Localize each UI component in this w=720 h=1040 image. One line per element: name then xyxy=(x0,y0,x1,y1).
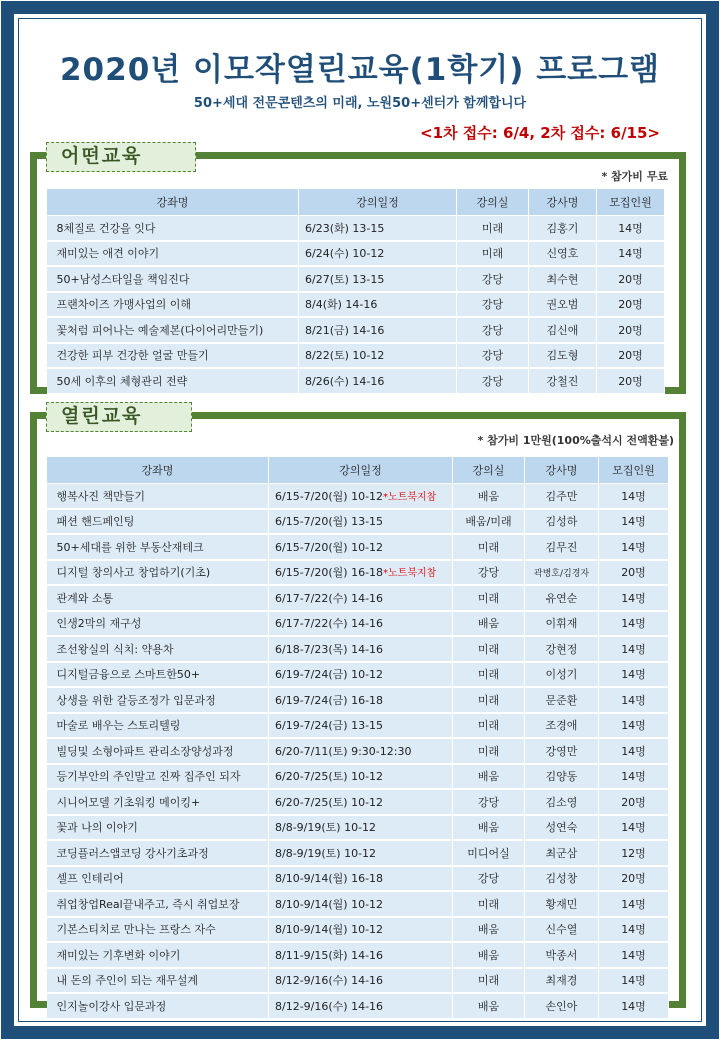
course-room: 배움 xyxy=(453,611,525,637)
course-name: 50+남성스타일을 책임진다 xyxy=(47,266,299,292)
course-capacity: 14명 xyxy=(599,534,669,560)
table-row xyxy=(47,662,669,688)
table-row xyxy=(47,585,669,611)
schedule-text: 6/18-7/23(목) 14-16 xyxy=(275,642,384,656)
course-room: 배움 xyxy=(453,942,525,968)
course-instructor: 김양동 xyxy=(525,764,599,790)
course-name: 8체질로 건강을 잇다 xyxy=(47,216,299,241)
course-name: 상생을 위한 갈등조정가 입문과정 xyxy=(47,687,269,713)
course-room: 미래 xyxy=(453,891,525,917)
course-schedule xyxy=(269,611,453,637)
schedule-text: 8/12-9/16(수) 14-16 xyxy=(275,999,384,1013)
course-capacity: 20명 xyxy=(597,343,665,369)
table-row xyxy=(47,292,665,318)
course-capacity: 14명 xyxy=(599,713,669,739)
course-capacity: 20명 xyxy=(597,266,665,292)
course-capacity: 14명 xyxy=(599,509,669,535)
course-schedule xyxy=(269,560,453,586)
course-instructor: 문준환 xyxy=(525,687,599,713)
course-capacity: 14명 xyxy=(599,738,669,764)
course-schedule xyxy=(269,993,453,1019)
course-name: 50세 이후의 체형관리 전략 xyxy=(47,368,299,394)
course-instructor: 강현정 xyxy=(525,636,599,662)
course-name: 관계와 소통 xyxy=(47,585,269,611)
course-name: 재미있는 기후변화 이야기 xyxy=(47,942,269,968)
course-capacity: 14명 xyxy=(599,636,669,662)
table-row xyxy=(47,317,665,343)
course-room: 배움 xyxy=(453,917,525,943)
table-row xyxy=(47,266,665,292)
course-schedule: 6/23(화) 13-15 xyxy=(299,216,457,241)
course-name: 기본스티치로 만나는 프랑스 자수 xyxy=(47,917,269,943)
header-course: 강좌명 xyxy=(47,457,269,484)
course-instructor: 최수현 xyxy=(529,266,597,292)
course-name: 인지놀이강사 입문과정 xyxy=(47,993,269,1019)
course-capacity: 14명 xyxy=(599,968,669,994)
schedule-text: 8/8-9/19(토) 10-12 xyxy=(275,821,377,835)
course-room: 배움 xyxy=(453,815,525,841)
course-instructor: 김도형 xyxy=(529,343,597,369)
course-name: 재미있는 애견 이야기 xyxy=(47,241,299,267)
course-instructor: 조경애 xyxy=(525,713,599,739)
table-row xyxy=(47,891,669,917)
header-room: 강의실 xyxy=(457,189,529,216)
course-name: 건강한 피부 건강한 얼굴 만들기 xyxy=(47,343,299,369)
table-row xyxy=(47,534,669,560)
header-course: 강좌명 xyxy=(47,189,299,216)
course-capacity: 14명 xyxy=(599,815,669,841)
course-instructor: 김성창 xyxy=(525,866,599,892)
course-instructor: 손인아 xyxy=(525,993,599,1019)
table-row xyxy=(47,368,665,394)
header-capacity: 모집인원 xyxy=(599,457,669,484)
course-instructor: 김무진 xyxy=(525,534,599,560)
schedule-text: 6/19-7/24(금) 16-18 xyxy=(275,693,384,707)
course-capacity: 14명 xyxy=(599,585,669,611)
course-room: 강당 xyxy=(457,266,529,292)
course-room: 미디어실 xyxy=(453,840,525,866)
fee-note-1: * 참가비 무료 xyxy=(601,170,668,183)
course-room: 강당 xyxy=(453,789,525,815)
course-name: 행복사진 책만들기 xyxy=(47,484,269,509)
course-schedule: 8/22(토) 10-12 xyxy=(299,343,457,369)
course-schedule xyxy=(269,942,453,968)
course-room: 배움/미래 xyxy=(453,509,525,535)
course-instructor: 이성기 xyxy=(525,662,599,688)
course-capacity: 14명 xyxy=(599,687,669,713)
course-instructor: 최재경 xyxy=(525,968,599,994)
course-room: 배움 xyxy=(453,484,525,509)
header-schedule: 강의일정 xyxy=(269,457,453,484)
header-instructor: 강사명 xyxy=(525,457,599,484)
course-instructor: 강영만 xyxy=(525,738,599,764)
course-schedule: 6/24(수) 10-12 xyxy=(299,241,457,267)
schedule-text: 8/10-9/14(월) 16-18 xyxy=(275,872,384,886)
course-instructor: 곽병호/김경자 xyxy=(525,560,599,586)
course-schedule xyxy=(269,534,453,560)
course-room: 강당 xyxy=(453,866,525,892)
course-capacity: 12명 xyxy=(599,840,669,866)
course-room: 미래 xyxy=(457,241,529,267)
course-instructor: 김소영 xyxy=(525,789,599,815)
course-room: 강당 xyxy=(457,343,529,369)
course-instructor: 김주만 xyxy=(525,484,599,509)
schedule-text: 8/12-9/16(수) 14-16 xyxy=(275,974,384,988)
course-schedule xyxy=(269,687,453,713)
course-name: 꽃과 나의 이야기 xyxy=(47,815,269,841)
table-row xyxy=(47,993,669,1019)
course-schedule xyxy=(269,662,453,688)
schedule-text: 6/19-7/24(금) 13-15 xyxy=(275,719,384,733)
course-name: 꽃처럼 피어나는 예술제본(다이어리만들기) xyxy=(47,317,299,343)
course-instructor: 최군삼 xyxy=(525,840,599,866)
schedule-text: 8/10-9/14(월) 10-12 xyxy=(275,923,384,937)
table-row xyxy=(47,789,669,815)
course-capacity: 14명 xyxy=(599,891,669,917)
course-instructor: 성연숙 xyxy=(525,815,599,841)
table-row xyxy=(47,840,669,866)
course-capacity: 20명 xyxy=(597,317,665,343)
table-row xyxy=(47,815,669,841)
course-schedule xyxy=(269,815,453,841)
application-deadline: <1차 접수: 6/4, 2차 접수: 6/15> xyxy=(420,124,660,142)
course-capacity: 14명 xyxy=(597,241,665,267)
table-row xyxy=(47,611,669,637)
course-instructor: 유연순 xyxy=(525,585,599,611)
course-schedule xyxy=(269,509,453,535)
table-row xyxy=(47,968,669,994)
schedule-text: 6/20-7/25(토) 10-12 xyxy=(275,770,384,784)
table-row xyxy=(47,687,669,713)
course-schedule: 8/26(수) 14-16 xyxy=(299,368,457,394)
course-capacity: 14명 xyxy=(599,942,669,968)
laptop-required-note: *노트북지참 xyxy=(383,491,437,503)
course-instructor: 강철진 xyxy=(529,368,597,394)
course-schedule: 8/4(화) 14-16 xyxy=(299,292,457,318)
laptop-required-note: *노트북지참 xyxy=(383,568,437,580)
table-row xyxy=(47,764,669,790)
course-instructor: 김신애 xyxy=(529,317,597,343)
header-capacity: 모집인원 xyxy=(597,189,665,216)
course-schedule xyxy=(269,917,453,943)
course-room: 미래 xyxy=(453,687,525,713)
page-subtitle: 50+세대 전문콘텐츠의 미래, 노원50+센터가 함께합니다 xyxy=(193,96,527,111)
table-header-row xyxy=(47,189,665,216)
schedule-text: 6/15-7/20(월) 13-15 xyxy=(275,515,384,529)
course-capacity: 20명 xyxy=(597,292,665,318)
course-schedule xyxy=(269,585,453,611)
course-capacity: 20명 xyxy=(599,560,669,586)
course-room: 미래 xyxy=(453,662,525,688)
schedule-text: 8/10-9/14(월) 10-12 xyxy=(275,897,384,911)
course-capacity: 20명 xyxy=(597,368,665,394)
course-instructor: 이휘재 xyxy=(525,611,599,637)
course-instructor: 신수열 xyxy=(525,917,599,943)
course-schedule xyxy=(269,713,453,739)
course-schedule: 8/21(금) 14-16 xyxy=(299,317,457,343)
course-name: 디지털 창의사고 창업하기(기초) xyxy=(47,560,269,586)
table-row xyxy=(47,216,665,241)
table-header-row xyxy=(47,457,669,484)
course-room: 미래 xyxy=(457,216,529,241)
header-schedule: 강의일정 xyxy=(299,189,457,216)
course-name: 취업창업Real끝내주고, 즉시 취업보장 xyxy=(47,891,269,917)
course-name: 셀프 인테리어 xyxy=(47,866,269,892)
course-schedule xyxy=(269,968,453,994)
course-capacity: 14명 xyxy=(599,993,669,1019)
course-name: 조선왕실의 식치: 약용차 xyxy=(47,636,269,662)
schedule-text: 6/19-7/24(금) 10-12 xyxy=(275,668,384,682)
table-row xyxy=(47,713,669,739)
schedule-text: 6/20-7/11(토) 9:30-12:30 xyxy=(275,744,412,758)
table-row xyxy=(47,343,665,369)
table-row xyxy=(47,917,669,943)
course-instructor: 김성하 xyxy=(525,509,599,535)
course-name: 프랜차이즈 가맹사업의 이해 xyxy=(47,292,299,318)
schedule-text: 6/15-7/20(월) 10-12 xyxy=(275,489,384,503)
course-name: 패션 핸드페인팅 xyxy=(47,509,269,535)
course-name: 등기부안의 주인말고 진짜 집주인 되자 xyxy=(47,764,269,790)
course-capacity: 20명 xyxy=(599,789,669,815)
schedule-text: 8/11-9/15(화) 14-16 xyxy=(275,948,384,962)
course-room: 강당 xyxy=(457,317,529,343)
table-row xyxy=(47,241,665,267)
course-name: 빌딩및 소형아파트 관리소장양성과정 xyxy=(47,738,269,764)
course-capacity: 14명 xyxy=(597,216,665,241)
course-instructor: 신영호 xyxy=(529,241,597,267)
course-schedule xyxy=(269,484,453,509)
course-schedule xyxy=(269,866,453,892)
course-room: 미래 xyxy=(453,968,525,994)
course-schedule: 6/27(토) 13-15 xyxy=(299,266,457,292)
course-room: 미래 xyxy=(453,713,525,739)
schedule-text: 6/20-7/25(토) 10-12 xyxy=(275,795,384,809)
page-title: 2020년 이모작열린교육(1학기) 프로그램 xyxy=(59,52,660,88)
header-room: 강의실 xyxy=(453,457,525,484)
course-name: 인생2막의 재구성 xyxy=(47,611,269,637)
course-table-2 xyxy=(46,456,669,1020)
course-room: 미래 xyxy=(453,738,525,764)
schedule-text: 6/17-7/22(수) 14-16 xyxy=(275,591,384,605)
course-capacity: 14명 xyxy=(599,917,669,943)
course-room: 강당 xyxy=(453,560,525,586)
course-name: 50+세대를 위한 부동산재테크 xyxy=(47,534,269,560)
course-capacity: 14명 xyxy=(599,764,669,790)
section-title-1: 어떤교육 xyxy=(46,142,196,172)
course-room: 미래 xyxy=(453,585,525,611)
course-schedule xyxy=(269,764,453,790)
course-room: 강당 xyxy=(457,292,529,318)
course-capacity: 14명 xyxy=(599,662,669,688)
table-row xyxy=(47,942,669,968)
section-title-2: 열린교육 xyxy=(46,402,192,432)
table-row xyxy=(47,866,669,892)
schedule-text: 6/17-7/22(수) 14-16 xyxy=(275,617,384,631)
course-schedule xyxy=(269,789,453,815)
course-room: 미래 xyxy=(453,534,525,560)
course-capacity: 14명 xyxy=(599,611,669,637)
course-schedule xyxy=(269,636,453,662)
course-capacity: 14명 xyxy=(599,484,669,509)
course-instructor: 박종서 xyxy=(525,942,599,968)
schedule-text: 6/15-7/20(월) 10-12 xyxy=(275,540,384,554)
course-capacity: 20명 xyxy=(599,866,669,892)
course-room: 배움 xyxy=(453,993,525,1019)
course-instructor: 황재민 xyxy=(525,891,599,917)
schedule-text: 8/8-9/19(토) 10-12 xyxy=(275,846,377,860)
course-name: 디지털금융으로 스마트한50+ xyxy=(47,662,269,688)
course-name: 시니어모델 기초워킹 메이킹+ xyxy=(47,789,269,815)
table-row xyxy=(47,509,669,535)
course-schedule xyxy=(269,840,453,866)
fee-note-2: * 참가비 1만원(100%출석시 전액환불) xyxy=(477,434,674,447)
schedule-text: 6/15-7/20(월) 16-18 xyxy=(275,566,384,580)
table-row xyxy=(47,636,669,662)
course-instructor: 권오범 xyxy=(529,292,597,318)
course-room: 강당 xyxy=(457,368,529,394)
header-instructor: 강사명 xyxy=(529,189,597,216)
table-row xyxy=(47,560,669,586)
course-table-1 xyxy=(46,188,665,395)
course-name: 코딩플러스앱코딩 강사기초과정 xyxy=(47,840,269,866)
course-room: 배움 xyxy=(453,764,525,790)
course-name: 내 돈의 주인이 되는 재무설계 xyxy=(47,968,269,994)
course-name: 마술로 배우는 스토리텔링 xyxy=(47,713,269,739)
course-room: 미래 xyxy=(453,636,525,662)
table-row xyxy=(47,738,669,764)
table-row xyxy=(47,484,669,509)
course-schedule xyxy=(269,891,453,917)
course-schedule xyxy=(269,738,453,764)
course-instructor: 김홍기 xyxy=(529,216,597,241)
